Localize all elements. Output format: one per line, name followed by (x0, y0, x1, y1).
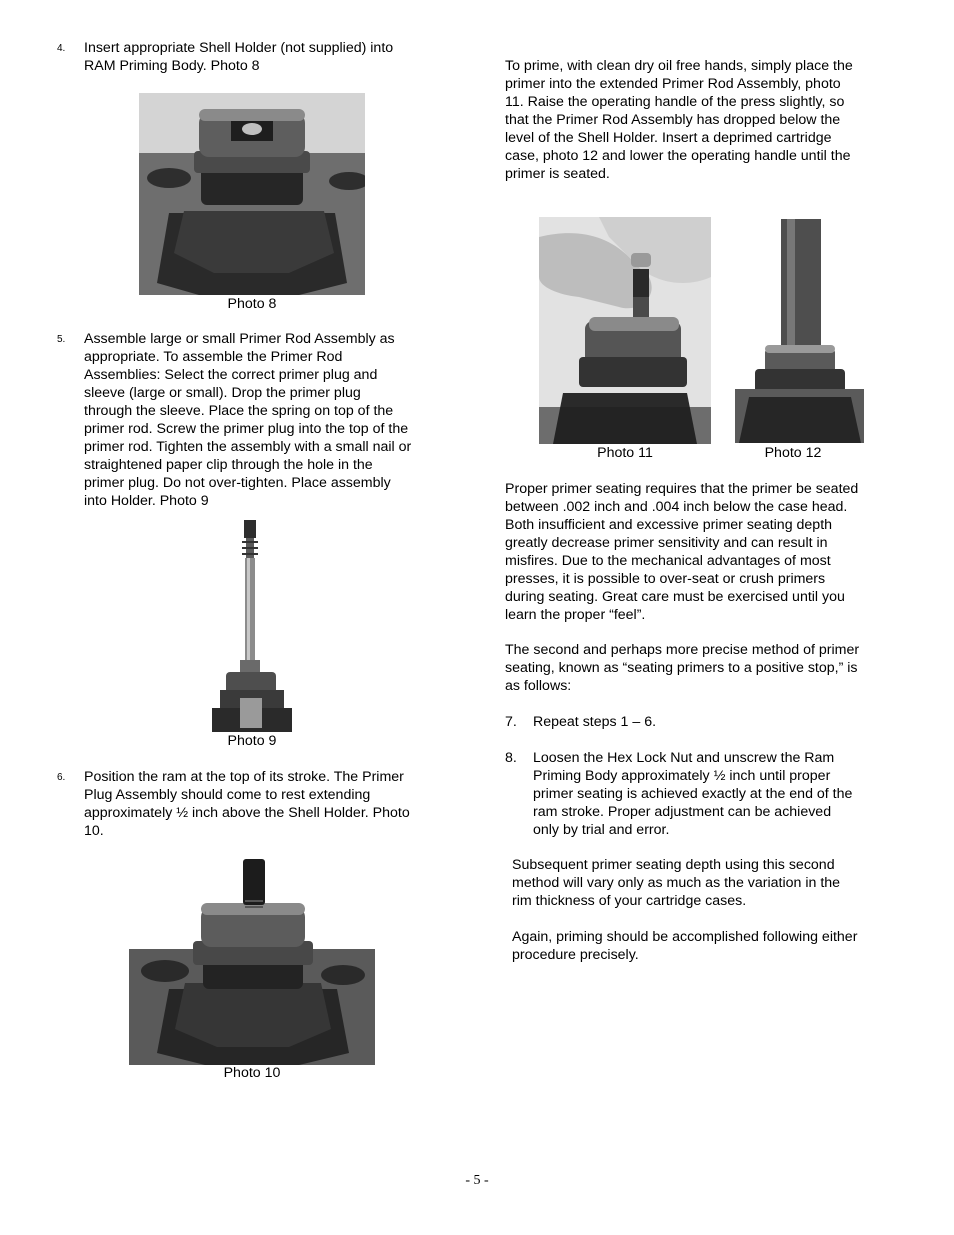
text-line: approximately ½ inch above the Shell Holder. Photo (84, 805, 410, 821)
text-line: Both insufficient and excessive primer seating depth (505, 517, 833, 533)
step-5-number: 5. (57, 334, 66, 345)
subsequent-paragraph (512, 856, 840, 910)
text-line: Plug Assembly should come to rest extending (84, 787, 371, 803)
text-line: level of the Shell Holder. Insert a deprimed cartridge (505, 130, 832, 146)
text-line: procedure precisely. (512, 947, 639, 963)
step-8-text (533, 749, 852, 839)
text-line: RAM Priming Body. Photo 8 (84, 58, 260, 74)
text-line: Subsequent primer seating depth using this second (512, 857, 835, 873)
text-line: Assemblies: Select the correct primer plug and (84, 367, 378, 383)
text-line: Again, priming should be accomplished following either (512, 929, 858, 945)
text-line: presses, it is possible to over-seat or crush primers (505, 571, 826, 587)
again-paragraph (512, 928, 857, 964)
step-5-text (84, 330, 411, 510)
step-7-text (533, 713, 656, 731)
text-line: Proper primer seating requires that the primer be seated (505, 481, 859, 497)
photo-10-caption: Photo 10 (223, 1065, 281, 1081)
text-line: To prime, with clean dry oil free hands, simply place the (505, 58, 853, 74)
photo-12-caption: Photo 12 (764, 445, 822, 461)
text-line: case, photo 12 and lower the operating handle until the (505, 148, 851, 164)
text-line: primer is seated. (505, 166, 610, 182)
photo-8-caption: Photo 8 (227, 296, 277, 312)
text-line: learn the proper “feel”. (505, 607, 646, 623)
text-line: primer into the extended Primer Rod Assembly, photo (505, 76, 841, 92)
priming-intro-paragraph (505, 57, 853, 183)
text-line: Loosen the Hex Lock Nut and unscrew the Ram (533, 750, 835, 766)
text-line: method will vary only as much as the variation in the (512, 875, 841, 891)
text-line: seating, known as “seating primers to a positive stop,” is (505, 660, 858, 676)
text-line: primer seating is achieved exactly at the end of the (533, 786, 853, 802)
text-line: as follows: (505, 678, 572, 694)
photo-8 (139, 93, 365, 295)
step-6-number: 6. (57, 772, 66, 783)
text-line: Position the ram at the top of its stroke. The Primer (84, 769, 404, 785)
primer-seating-paragraph (505, 480, 858, 624)
photo-10 (129, 841, 375, 1065)
text-line: through the sleeve. Place the spring on top of the (84, 403, 394, 419)
text-line: 10. (84, 823, 104, 839)
text-line: Priming Body approximately ½ inch until proper (533, 768, 831, 784)
text-line: primer plug. Do not over-tighten. Place assembly (84, 475, 391, 491)
text-line: Assemble large or small Primer Rod Assembly as (84, 331, 395, 347)
text-line: Repeat steps 1 – 6. (533, 714, 657, 730)
step-7-number: 7. (505, 714, 517, 730)
text-line: misfires. Due to the mechanical advantages of most (505, 553, 831, 569)
text-line: Insert appropriate Shell Holder (not supplied) into (84, 40, 394, 56)
text-line: that the Primer Rod Assembly has dropped below the (505, 112, 841, 128)
text-line: into Holder. Photo 9 (84, 493, 209, 509)
text-line: between .002 inch and .004 inch below the case head. (505, 499, 848, 515)
photo-9 (212, 512, 292, 732)
text-line: appropriate. To assemble the Primer Rod (84, 349, 343, 365)
text-line: primer rod. Screw the primer plug into the top of the (84, 421, 409, 437)
text-line: during seating. Great care must be exercised until you (505, 589, 845, 605)
step-8-number: 8. (505, 750, 517, 766)
text-line: ram stroke. Proper adjustment can be achieved (533, 804, 832, 820)
step-6-text (84, 768, 410, 840)
step-4-text (84, 39, 393, 75)
page-number: - 5 - (465, 1173, 489, 1188)
photo-11 (539, 217, 711, 444)
photo-9-caption: Photo 9 (227, 733, 277, 749)
text-line: 11. Raise the operating handle of the press slightly, so (505, 94, 845, 110)
text-line: The second and perhaps more precise method of primer (505, 642, 860, 658)
text-line: rim thickness of your cartridge cases. (512, 893, 747, 909)
text-line: sleeve (large or small). Drop the primer plug (84, 385, 361, 401)
photo-11-caption: Photo 11 (597, 445, 653, 461)
step-4-number: 4. (57, 43, 66, 54)
text-line: greatly decrease primer sensitivity and can result in (505, 535, 828, 551)
photo-12 (735, 219, 864, 443)
text-line: straightened paper clip through the hole in the (84, 457, 373, 473)
text-line: primer rod. Tighten the assembly with a small nail or (84, 439, 412, 455)
second-method-paragraph (505, 641, 859, 695)
text-line: only by trial and error. (533, 822, 670, 838)
